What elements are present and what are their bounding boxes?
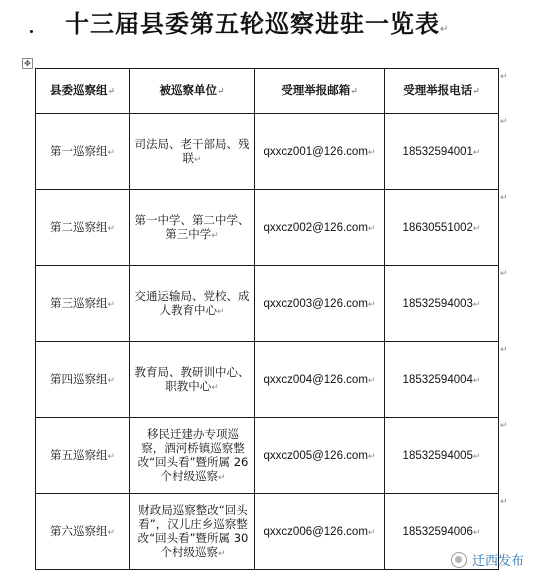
header-group: 县委巡察组↵: [36, 69, 130, 114]
header-phone: 受理举报电话↵: [385, 69, 499, 114]
phone-cell: 18532594006↵: [385, 494, 499, 570]
table-row: [36, 114, 499, 190]
units-cell: 财政局巡察整改“回头看”，汉儿庄乡巡察整改“回头看”暨所属 30 个村级巡察↵: [130, 494, 255, 570]
row-end-mark: ↵: [500, 497, 508, 507]
paragraph-mark: ↵: [440, 24, 450, 35]
units-cell: 第一中学、第二中学、第三中学↵: [130, 190, 255, 266]
wechat-logo-icon: [451, 552, 467, 568]
watermark-text: 迁西发布: [471, 554, 524, 569]
group-cell: 第二巡察组↵: [36, 190, 130, 266]
phone-cell: 18532594001↵: [385, 114, 499, 190]
table-row: [36, 190, 499, 266]
title-text: 十三届县委第五轮巡察进驻一览表: [65, 9, 440, 38]
table-header-row: [36, 69, 499, 114]
email-cell: qxxcz001@126.com↵: [255, 114, 385, 190]
header-units: 被巡察单位↵: [130, 69, 255, 114]
bullet-dot: [30, 30, 33, 33]
email-cell: qxxcz003@126.com↵: [255, 266, 385, 342]
row-end-mark: ↵: [500, 421, 508, 431]
row-end-mark: ↵: [500, 193, 508, 203]
group-cell: 第三巡察组↵: [36, 266, 130, 342]
row-end-mark: ↵: [500, 117, 508, 127]
group-cell: 第一巡察组↵: [36, 114, 130, 190]
group-cell: 第五巡察组↵: [36, 418, 130, 494]
units-cell: 司法局、老干部局、残联↵: [130, 114, 255, 190]
phone-cell: 18532594003↵: [385, 266, 499, 342]
row-end-mark: ↵: [500, 269, 508, 279]
units-cell: 移民迁建办专项巡察，酒河桥镇巡察整改“回头看”暨所属 26 个村级巡察↵: [130, 418, 255, 494]
email-cell: qxxcz005@126.com↵: [255, 418, 385, 494]
phone-cell: 18532594004↵: [385, 342, 499, 418]
table-row: [36, 342, 499, 418]
move-icon[interactable]: ✥: [22, 58, 33, 69]
email-cell: qxxcz006@126.com↵: [255, 494, 385, 570]
watermark: [451, 550, 524, 569]
table-row: [36, 266, 499, 342]
table-row: [36, 494, 499, 570]
phone-cell: 18630551002↵: [385, 190, 499, 266]
row-end-mark: ↵: [500, 345, 508, 355]
inspection-table: [35, 68, 499, 570]
group-cell: 第四巡察组↵: [36, 342, 130, 418]
document-title: [65, 6, 465, 48]
units-cell: 教育局、教研训中心、职教中心↵: [130, 342, 255, 418]
phone-cell: 18532594005↵: [385, 418, 499, 494]
group-cell: 第六巡察组↵: [36, 494, 130, 570]
table-row: [36, 418, 499, 494]
email-cell: qxxcz002@126.com↵: [255, 190, 385, 266]
row-end-mark: ↵: [500, 72, 508, 82]
email-cell: qxxcz004@126.com↵: [255, 342, 385, 418]
header-email: 受理举报邮箱↵: [255, 69, 385, 114]
units-cell: 交通运输局、党校、成人教育中心↵: [130, 266, 255, 342]
